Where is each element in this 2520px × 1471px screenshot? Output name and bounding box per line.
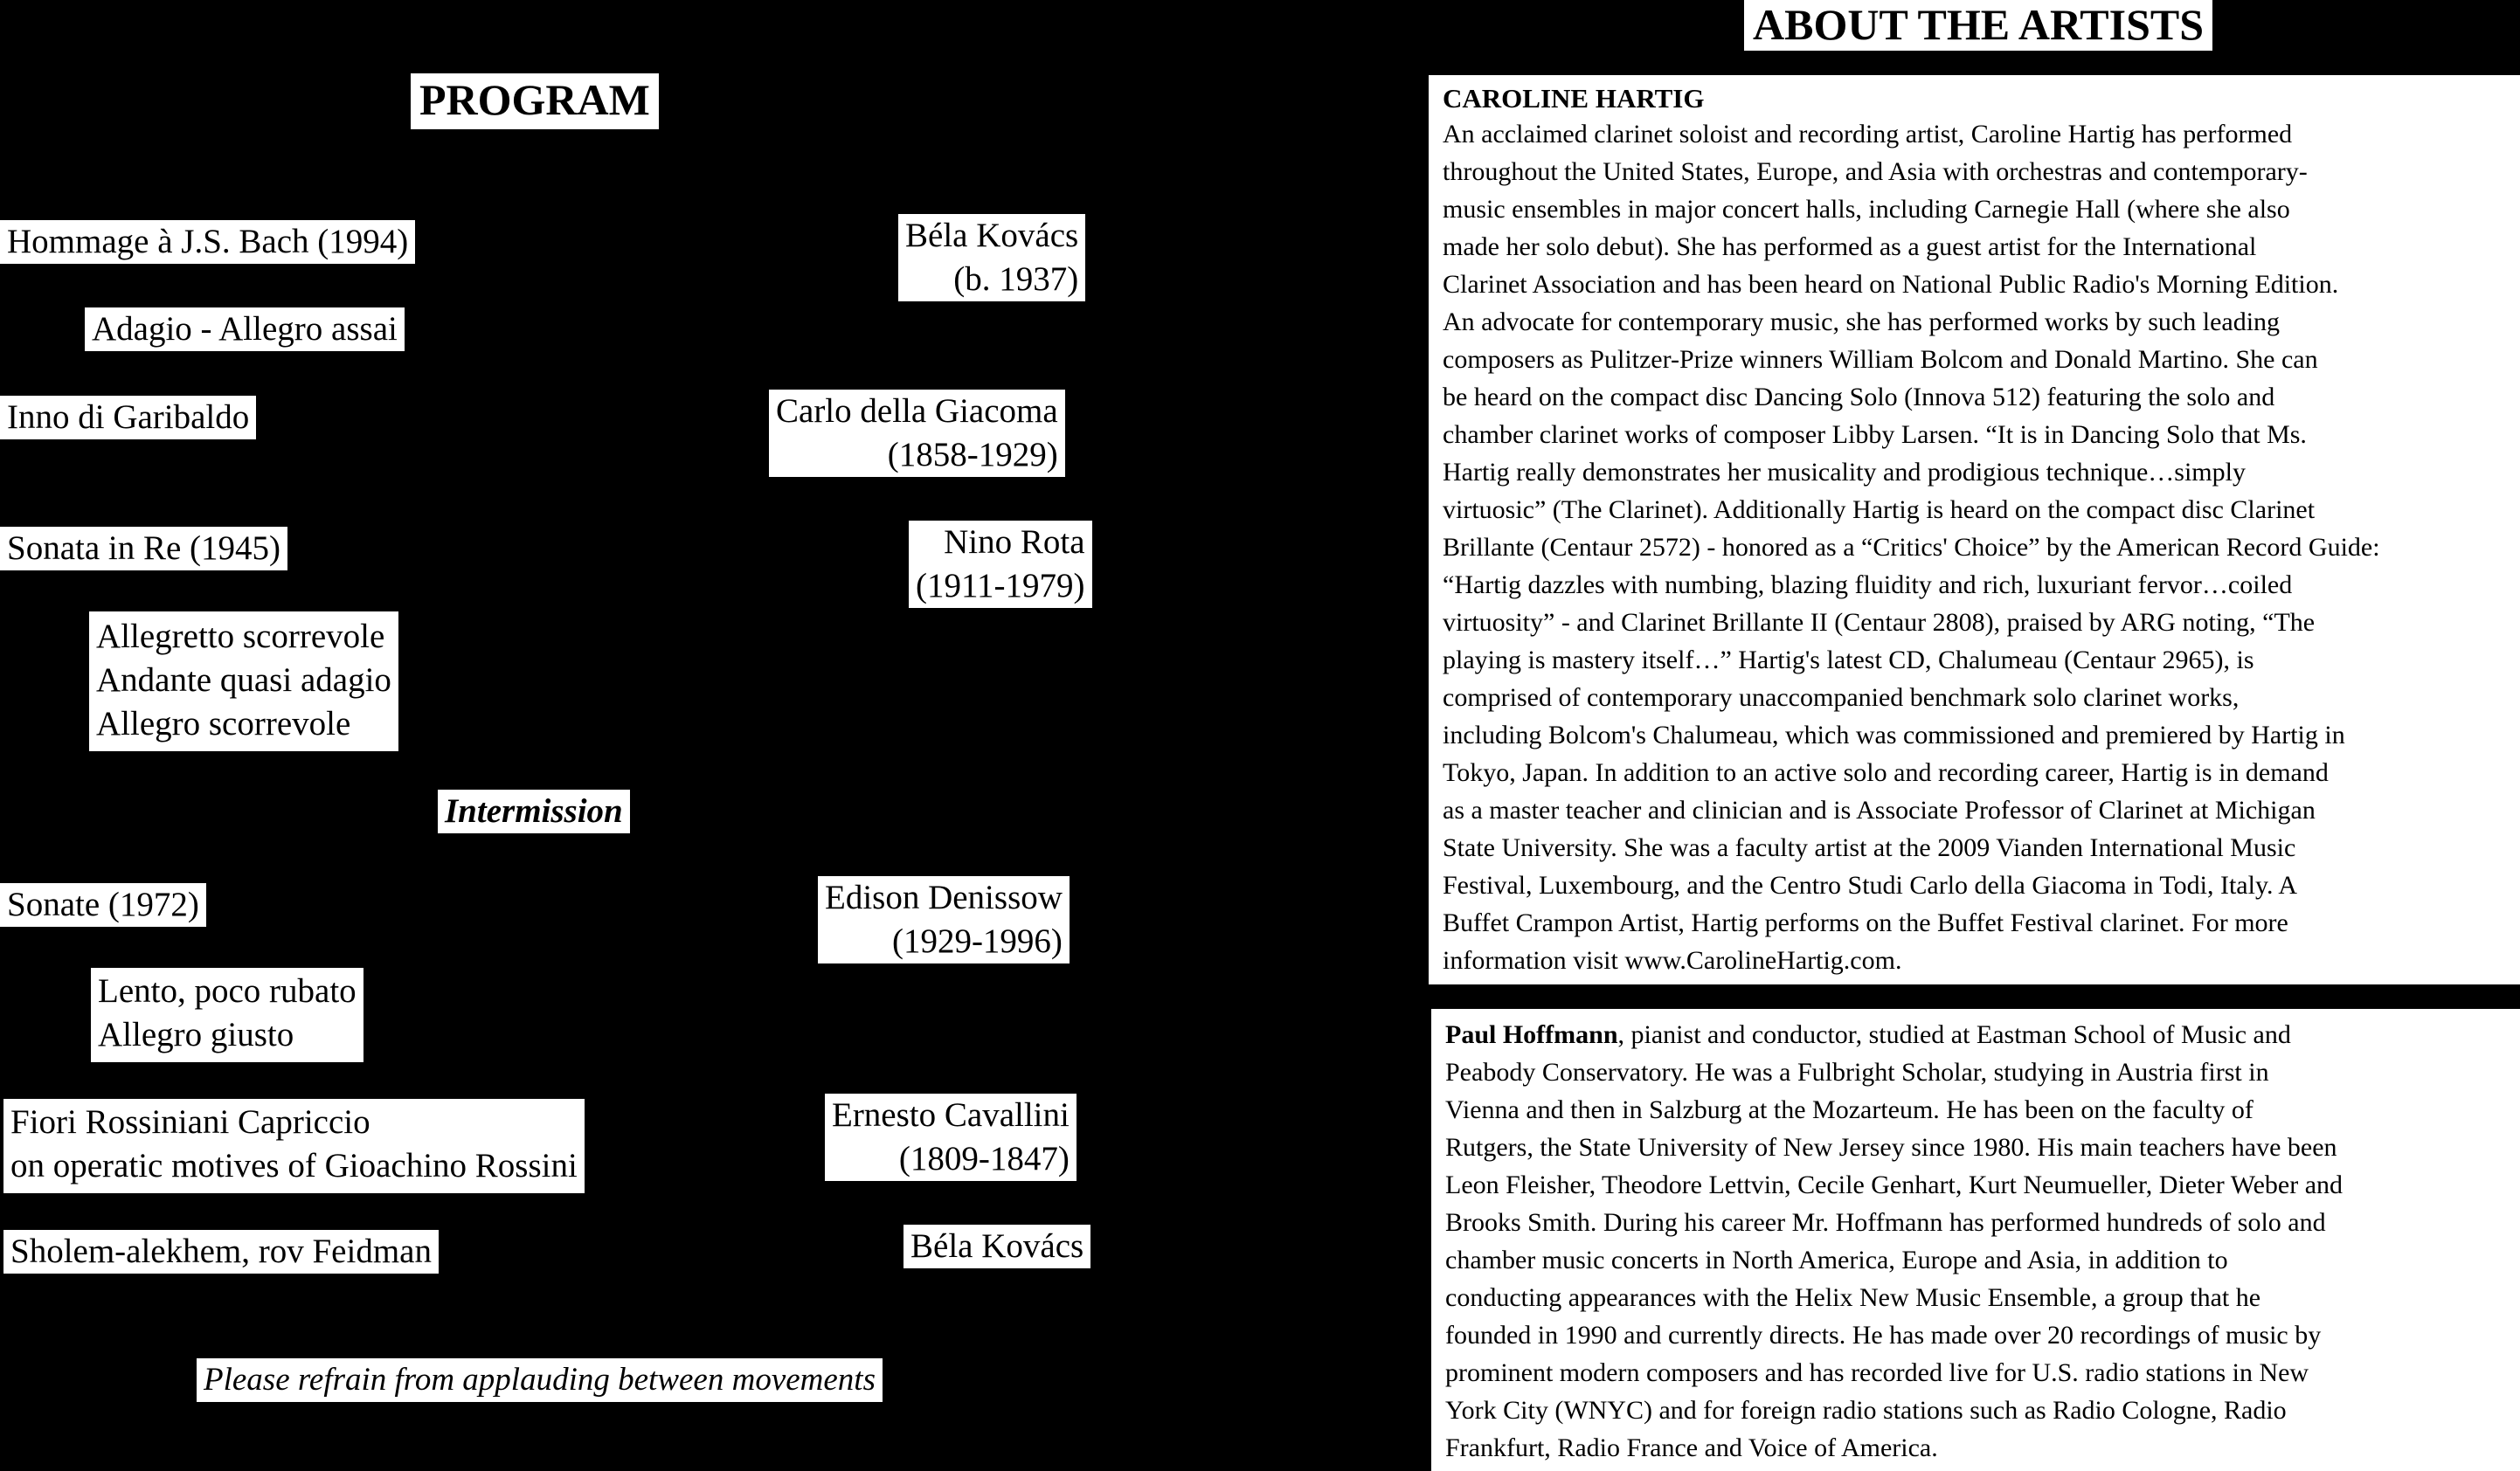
bio-line: music ensembles in major concert halls, including Carnegie Hall (where she also xyxy=(1443,195,2290,224)
piece-title-sonate: Sonate (1972) xyxy=(0,883,206,927)
movements-sonate xyxy=(91,968,363,1062)
bio-caroline-hartig xyxy=(1429,75,2520,984)
composer-name: Béla Kovács xyxy=(905,217,1079,254)
bio-line: comprised of contemporary unaccompanied benchmark solo clarinet works, xyxy=(1443,683,2240,712)
piece-title-hommage: Hommage à J.S. Bach (1994) xyxy=(0,220,415,264)
bio-line: Hartig really demonstrates her musicality and prodigious technique…simply xyxy=(1443,458,2246,487)
composer-kovacs-2: Béla Kovács xyxy=(903,1225,1090,1268)
movements-sonata-re xyxy=(89,611,398,751)
bio-line: conducting appearances with the Helix New Music Ensemble, a group that he xyxy=(1445,1283,2261,1312)
title-line: Fiori Rossiniani Capriccio xyxy=(10,1103,370,1141)
bio-line: Peabody Conservatory. He was a Fulbright Scholar, studying in Austria first in xyxy=(1445,1058,2269,1087)
bio-line: Brooks Smith. During his career Mr. Hoffmann has performed hundreds of solo and xyxy=(1445,1208,2326,1237)
bio-line: Clarinet Association and has been heard on National Public Radio's Morning Edition. xyxy=(1443,270,2339,299)
bio-line: virtuosic” (The Clarinet). Additionally Hartig is heard on the compact disc Clarinet xyxy=(1443,495,2316,524)
composer-dates: (b. 1937) xyxy=(953,260,1079,298)
bio-line: prominent modern composers and has recorded live for U.S. radio stations in New xyxy=(1445,1358,2309,1387)
bio-line: York City (WNYC) and for foreign radio stations such as Radio Cologne, Radio xyxy=(1445,1396,2287,1425)
bio-line: founded in 1990 and currently directs. He has made over 20 recordings of music by xyxy=(1445,1321,2322,1350)
bio-text xyxy=(1443,115,2506,979)
bio-line: playing is mastery itself…” Hartig's latest CD, Chalumeau (Centaur 2965), is xyxy=(1443,646,2254,674)
bio-line: chamber clarinet works of composer Libby Larsen. “It is in Dancing Solo that Ms. xyxy=(1443,420,2307,449)
movement: Allegro scorrevole xyxy=(96,705,351,742)
composer-name: Nino Rota xyxy=(944,523,1085,561)
composer-denissow xyxy=(818,876,1070,963)
movement: Lento, poco rubato xyxy=(98,972,357,1010)
bio-line: Frankfurt, Radio France and Voice of America. xyxy=(1445,1433,1938,1462)
bio-line: State University. She was a faculty artist at the 2009 Vianden International Music xyxy=(1443,833,2296,862)
bio-first-line xyxy=(1445,1016,2506,1053)
composer-rota xyxy=(909,521,1092,608)
bio-line: chamber music concerts in North America, Europe and Asia, in addition to xyxy=(1445,1246,2228,1274)
bio-line: Brillante (Centaur 2572) - honored as a “Critics' Choice” by the American Record Guide: xyxy=(1443,533,2380,562)
piece-title-inno: Inno di Garibaldo xyxy=(0,396,256,439)
movement-adagio-allegro: Adagio - Allegro assai xyxy=(85,307,405,351)
composer-dates: (1929-1996) xyxy=(891,922,1063,960)
bio-line: as a master teacher and clinician and is Associate Professor of Clarinet at Michigan xyxy=(1443,796,2316,825)
piece-title-fiori xyxy=(3,1099,585,1193)
composer-dates: (1809-1847) xyxy=(898,1140,1070,1177)
intermission-label: Intermission xyxy=(438,790,630,833)
bio-line: information visit www.CarolineHartig.com. xyxy=(1443,946,1902,975)
bio-name: CAROLINE HARTIG xyxy=(1443,83,1705,114)
about-header: ABOUT THE ARTISTS xyxy=(1744,0,2212,51)
applause-note: Please refrain from applauding between movements xyxy=(197,1358,883,1402)
composer-name: Ernesto Cavallini xyxy=(832,1096,1070,1134)
bio-text: , pianist and conductor, studied at Eastman School of Music and xyxy=(1617,1020,2291,1049)
bio-paul-hoffmann xyxy=(1431,1009,2520,1471)
composer-name: Carlo della Giacoma xyxy=(776,392,1058,430)
bio-line: “Hartig dazzles with numbing, blazing fluidity and rich, luxuriant fervor…coiled xyxy=(1443,570,2293,599)
bio-line: composers as Pulitzer-Prize winners William Bolcom and Donald Martino. She can xyxy=(1443,345,2318,374)
program-header: PROGRAM xyxy=(411,73,659,129)
bio-line: An advocate for contemporary music, she has performed works by such leading xyxy=(1443,307,2281,336)
bio-line: made her solo debut). She has performed as a guest artist for the International xyxy=(1443,232,2257,261)
bio-text xyxy=(1445,1053,2506,1467)
bio-line: Tokyo, Japan. In addition to an active solo and recording career, Hartig is in demand xyxy=(1443,758,2329,787)
bio-name: Paul Hoffmann xyxy=(1445,1020,1618,1049)
composer-name: Edison Denissow xyxy=(825,879,1063,916)
composer-cavallini xyxy=(825,1094,1077,1181)
composer-dates: (1911-1979) xyxy=(916,567,1085,604)
bio-line: Festival, Luxembourg, and the Centro Studi Carlo della Giacoma in Todi, Italy. A xyxy=(1443,871,2298,900)
bio-line: throughout the United States, Europe, and Asia with orchestras and contemporary- xyxy=(1443,157,2308,186)
bio-line: Leon Fleisher, Theodore Lettvin, Cecile Genhart, Kurt Neumueller, Dieter Weber and xyxy=(1445,1171,2343,1199)
movement: Andante quasi adagio xyxy=(96,661,391,699)
composer-dates: (1858-1929) xyxy=(887,436,1058,473)
movement: Allegro giusto xyxy=(98,1016,294,1053)
bio-line: be heard on the compact disc Dancing Solo (Innova 512) featuring the solo and xyxy=(1443,383,2275,411)
composer-giacoma xyxy=(769,390,1065,477)
bio-line: Buffet Crampon Artist, Hartig performs on the Buffet Festival clarinet. For more xyxy=(1443,908,2288,937)
piece-title-sonata-re: Sonata in Re (1945) xyxy=(0,527,287,570)
bio-line: An acclaimed clarinet soloist and recording artist, Caroline Hartig has performed xyxy=(1443,120,2293,148)
composer-kovacs-1 xyxy=(898,214,1085,301)
movement: Allegretto scorrevole xyxy=(96,618,385,655)
bio-line: Rutgers, the State University of New Jersey since 1980. His main teachers have been xyxy=(1445,1133,2337,1162)
bio-line: including Bolcom's Chalumeau, which was commissioned and premiered by Hartig in xyxy=(1443,721,2345,749)
bio-line: Vienna and then in Salzburg at the Mozarteum. He has been on the faculty of xyxy=(1445,1095,2253,1124)
piece-title-sholem: Sholem-alekhem, rov Feidman xyxy=(3,1230,439,1274)
title-line: on operatic motives of Gioachino Rossini xyxy=(10,1147,578,1184)
bio-line: virtuosity” - and Clarinet Brillante II (Centaur 2808), praised by ARG noting, “The xyxy=(1443,608,2316,637)
